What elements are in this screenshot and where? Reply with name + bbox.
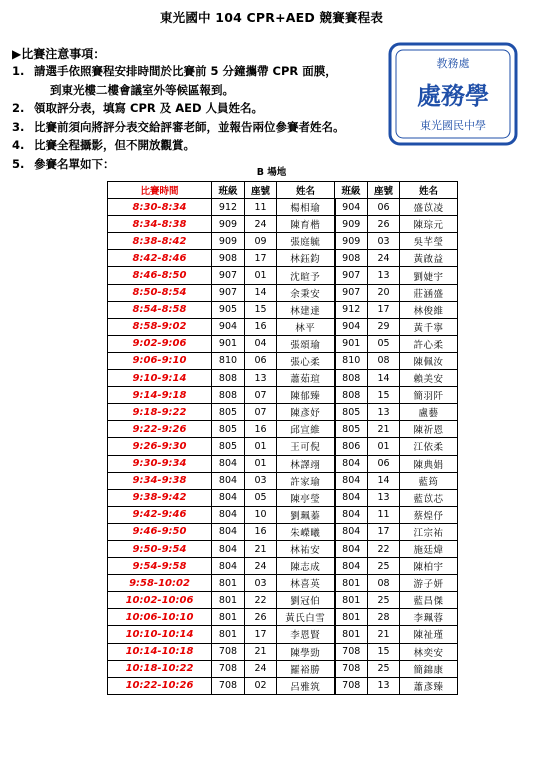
note-item-1: [12, 63, 337, 79]
class-cell: 904: [212, 318, 245, 335]
table-row: [108, 421, 458, 438]
name-cell: 沈暄予: [277, 267, 335, 284]
time-cell: 9:10-9:14: [108, 370, 212, 387]
time-cell: 10:22-10:26: [108, 677, 212, 694]
seat-cell: 13: [368, 677, 400, 694]
seat-cell: 05: [368, 335, 400, 352]
table-row: [108, 523, 458, 540]
name-cell: 黃氏白雪: [277, 609, 335, 626]
table-row: [108, 370, 458, 387]
class-cell: 808: [212, 387, 245, 404]
seat-cell: 08: [368, 575, 400, 592]
seat-cell: 06: [245, 352, 277, 369]
seat-cell: 20: [368, 284, 400, 301]
seat-cell: 02: [245, 677, 277, 694]
note-item-2: [12, 100, 263, 116]
name-cell: 陳亭瑩: [277, 489, 335, 506]
table-row: [108, 506, 458, 523]
seat-cell: 21: [368, 421, 400, 438]
class-cell: 901: [335, 335, 368, 352]
time-cell: 9:22-9:26: [108, 421, 212, 438]
name-cell: 陳佩汝: [400, 352, 458, 369]
table-row: [108, 438, 458, 455]
time-cell: 9:18-9:22: [108, 404, 212, 421]
table-row: [108, 558, 458, 575]
notes-heading: ▶比賽注意事項：: [12, 47, 106, 61]
name-cell: 張頌瑜: [277, 335, 335, 352]
name-cell: 蕭彥臻: [400, 677, 458, 694]
time-cell: 8:30-8:34: [108, 199, 212, 216]
name-cell: 游子妍: [400, 575, 458, 592]
page-title: 東光國中 104 CPR+AED 競賽賽程表: [159, 10, 384, 25]
seat-cell: 21: [368, 626, 400, 643]
header-name: 姓名: [277, 182, 335, 199]
seat-cell: 10: [245, 506, 277, 523]
class-cell: 804: [335, 523, 368, 540]
table-row: [108, 404, 458, 421]
seat-cell: 17: [368, 523, 400, 540]
time-cell: 9:38-9:42: [108, 489, 212, 506]
name-cell: 陳祈恩: [400, 421, 458, 438]
time-cell: 10:06-10:10: [108, 609, 212, 626]
time-cell: 9:58-10:02: [108, 575, 212, 592]
seat-cell: 13: [245, 370, 277, 387]
time-cell: 9:42-9:46: [108, 506, 212, 523]
table-row: [108, 335, 458, 352]
seat-cell: 22: [368, 540, 400, 557]
class-cell: 801: [212, 592, 245, 609]
note-item-4: [12, 137, 195, 153]
seat-cell: 03: [368, 233, 400, 250]
class-cell: 907: [335, 284, 368, 301]
class-cell: 804: [212, 455, 245, 472]
seat-cell: 29: [368, 318, 400, 335]
name-cell: 簡錦康: [400, 660, 458, 677]
name-cell: 陳志成: [277, 558, 335, 575]
name-cell: 許心柔: [400, 335, 458, 352]
seat-cell: 03: [245, 472, 277, 489]
table-row: [108, 267, 458, 284]
class-cell: 801: [335, 592, 368, 609]
class-cell: 808: [335, 370, 368, 387]
seat-cell: 03: [245, 575, 277, 592]
class-cell: 804: [212, 472, 245, 489]
schedule-table: [107, 181, 458, 695]
table-row: [108, 575, 458, 592]
table-body: [108, 199, 458, 695]
seat-cell: 15: [368, 387, 400, 404]
class-cell: 806: [335, 438, 368, 455]
class-cell: 907: [212, 284, 245, 301]
class-cell: 909: [335, 216, 368, 233]
name-cell: 劉冠伯: [277, 592, 335, 609]
time-cell: 9:50-9:54: [108, 540, 212, 557]
seat-cell: 06: [368, 455, 400, 472]
table-row: [108, 216, 458, 233]
table-row: [108, 199, 458, 216]
name-cell: 藍昌傑: [400, 592, 458, 609]
class-cell: 907: [212, 267, 245, 284]
seat-cell: 01: [245, 438, 277, 455]
class-cell: 801: [212, 626, 245, 643]
table-row: [108, 472, 458, 489]
seat-cell: 25: [368, 592, 400, 609]
class-cell: 801: [212, 609, 245, 626]
class-cell: 804: [335, 506, 368, 523]
note-item-1-continuation: 到東光樓二樓會議室外等候區報到。: [50, 83, 234, 97]
seal-top-text: 教務處: [436, 57, 470, 70]
class-cell: 805: [212, 421, 245, 438]
name-cell: 吳芊瑩: [400, 233, 458, 250]
time-cell: 10:18-10:22: [108, 660, 212, 677]
time-cell: 8:58-9:02: [108, 318, 212, 335]
table-row: [108, 677, 458, 694]
seat-cell: 11: [245, 199, 277, 216]
name-cell: 余秉安: [277, 284, 335, 301]
class-cell: 909: [212, 233, 245, 250]
note-item-3: [12, 119, 345, 135]
name-cell: 陳郁臻: [277, 387, 335, 404]
class-cell: 804: [212, 506, 245, 523]
class-cell: 804: [335, 455, 368, 472]
school-seal-stamp: [384, 40, 522, 148]
table-row: [108, 387, 458, 404]
note-text: 參賽名單如下：: [34, 157, 115, 171]
seat-cell: 24: [245, 660, 277, 677]
name-cell: 羅裕勝: [277, 660, 335, 677]
header-time: 比賽時間: [108, 182, 212, 199]
name-cell: 呂雅筑: [277, 677, 335, 694]
header-class: 班級: [212, 182, 245, 199]
note-number: 1.: [12, 64, 25, 78]
seat-cell: 01: [245, 455, 277, 472]
seat-cell: 15: [245, 301, 277, 318]
name-cell: 林平: [277, 318, 335, 335]
name-cell: 陳琮元: [400, 216, 458, 233]
class-cell: 801: [212, 575, 245, 592]
class-cell: 909: [335, 233, 368, 250]
seat-cell: 17: [368, 301, 400, 318]
class-cell: 708: [335, 677, 368, 694]
name-cell: 劉婕宇: [400, 267, 458, 284]
header-seat: 座號: [368, 182, 400, 199]
name-cell: 朱嶸曦: [277, 523, 335, 540]
time-cell: 9:02-9:06: [108, 335, 212, 352]
table-row: [108, 643, 458, 660]
class-cell: 912: [212, 199, 245, 216]
seat-cell: 01: [245, 267, 277, 284]
seat-cell: 07: [245, 387, 277, 404]
class-cell: 708: [212, 643, 245, 660]
table-row: [108, 455, 458, 472]
class-cell: 801: [335, 575, 368, 592]
seat-cell: 07: [245, 404, 277, 421]
note-number: 4.: [12, 138, 25, 152]
table-header-row: [108, 182, 458, 199]
header-class: 班級: [335, 182, 368, 199]
note-text: 請選手依照賽程安排時間於比賽前 5 分鐘攜帶 CPR 面膜，: [34, 64, 337, 78]
name-cell: 藍苡芯: [400, 489, 458, 506]
name-cell: 黃啟益: [400, 250, 458, 267]
note-text: 比賽前須向將評分表交給評審老師，並報告兩位參賽者姓名。: [34, 120, 345, 134]
class-cell: 905: [212, 301, 245, 318]
class-cell: 708: [212, 660, 245, 677]
name-cell: 陳祉瑾: [400, 626, 458, 643]
seat-cell: 08: [368, 352, 400, 369]
class-cell: 708: [335, 660, 368, 677]
seat-cell: 26: [368, 216, 400, 233]
note-number: 3.: [12, 120, 25, 134]
class-cell: 804: [335, 558, 368, 575]
class-cell: 805: [335, 404, 368, 421]
class-cell: 708: [335, 643, 368, 660]
name-cell: 李恩賢: [277, 626, 335, 643]
name-cell: 林奕安: [400, 643, 458, 660]
name-cell: 林鈺鈞: [277, 250, 335, 267]
time-cell: 9:26-9:30: [108, 438, 212, 455]
seat-cell: 04: [245, 335, 277, 352]
name-cell: 盧藝: [400, 404, 458, 421]
seat-cell: 24: [245, 216, 277, 233]
seat-cell: 13: [368, 267, 400, 284]
class-cell: 708: [212, 677, 245, 694]
class-cell: 909: [212, 216, 245, 233]
name-cell: 陳彥妤: [277, 404, 335, 421]
seal-bottom-text: 東光國民中學: [420, 119, 486, 132]
table-row: [108, 284, 458, 301]
seat-cell: 21: [245, 643, 277, 660]
name-cell: 邱宣維: [277, 421, 335, 438]
name-cell: 黃千寧: [400, 318, 458, 335]
name-cell: 林建達: [277, 301, 335, 318]
seal-center-text: 處務學: [417, 81, 489, 110]
name-cell: 劉珮蓁: [277, 506, 335, 523]
time-cell: 10:10-10:14: [108, 626, 212, 643]
seat-cell: 06: [368, 199, 400, 216]
class-cell: 904: [335, 318, 368, 335]
time-cell: 8:34-8:38: [108, 216, 212, 233]
seat-cell: 13: [368, 404, 400, 421]
seat-cell: 17: [245, 626, 277, 643]
time-cell: 10:02-10:06: [108, 592, 212, 609]
seat-cell: 14: [245, 284, 277, 301]
seat-cell: 25: [368, 558, 400, 575]
seat-cell: 11: [368, 506, 400, 523]
name-cell: 陳學勁: [277, 643, 335, 660]
seat-cell: 28: [368, 609, 400, 626]
name-cell: 李珮蓉: [400, 609, 458, 626]
name-cell: 林祐安: [277, 540, 335, 557]
seat-cell: 14: [368, 370, 400, 387]
seat-cell: 22: [245, 592, 277, 609]
time-cell: 8:38-8:42: [108, 233, 212, 250]
class-cell: 805: [212, 438, 245, 455]
time-cell: 9:14-9:18: [108, 387, 212, 404]
time-cell: 9:54-9:58: [108, 558, 212, 575]
class-cell: 908: [335, 250, 368, 267]
table-row: [108, 609, 458, 626]
table-row: [108, 233, 458, 250]
class-cell: 804: [212, 558, 245, 575]
seat-cell: 05: [245, 489, 277, 506]
class-cell: 804: [212, 540, 245, 557]
name-cell: 陳育楷: [277, 216, 335, 233]
class-cell: 901: [212, 335, 245, 352]
class-cell: 801: [335, 626, 368, 643]
name-cell: 賴美安: [400, 370, 458, 387]
name-cell: 盛苡凌: [400, 199, 458, 216]
class-cell: 912: [335, 301, 368, 318]
note-text: 領取評分表，填寫 CPR 及 AED 人員姓名。: [34, 101, 264, 115]
time-cell: 9:06-9:10: [108, 352, 212, 369]
class-cell: 804: [212, 523, 245, 540]
table-row: [108, 660, 458, 677]
seat-cell: 24: [368, 250, 400, 267]
class-cell: 810: [212, 352, 245, 369]
name-cell: 許家瑜: [277, 472, 335, 489]
time-cell: 8:54-8:58: [108, 301, 212, 318]
name-cell: 蕭茹瑄: [277, 370, 335, 387]
name-cell: 莊涵盛: [400, 284, 458, 301]
name-cell: 藍筠: [400, 472, 458, 489]
name-cell: 林喜英: [277, 575, 335, 592]
class-cell: 808: [212, 370, 245, 387]
header-seat: 座號: [245, 182, 277, 199]
class-cell: 907: [335, 267, 368, 284]
seat-cell: 25: [368, 660, 400, 677]
table-row: [108, 318, 458, 335]
time-cell: 8:42-8:46: [108, 250, 212, 267]
class-cell: 804: [212, 489, 245, 506]
venue-label: B 場地: [256, 167, 287, 178]
time-cell: 8:50-8:54: [108, 284, 212, 301]
name-cell: 蔡煌伃: [400, 506, 458, 523]
seat-cell: 26: [245, 609, 277, 626]
class-cell: 810: [335, 352, 368, 369]
time-cell: 9:46-9:50: [108, 523, 212, 540]
name-cell: 楊相瑜: [277, 199, 335, 216]
class-cell: 805: [335, 421, 368, 438]
name-cell: 施廷煒: [400, 540, 458, 557]
name-cell: 林俊維: [400, 301, 458, 318]
name-cell: 王可倪: [277, 438, 335, 455]
seat-cell: 16: [245, 318, 277, 335]
seat-cell: 01: [368, 438, 400, 455]
seat-cell: 21: [245, 540, 277, 557]
seat-cell: 09: [245, 233, 277, 250]
name-cell: 陳柏宇: [400, 558, 458, 575]
time-cell: 9:30-9:34: [108, 455, 212, 472]
seat-cell: 24: [245, 558, 277, 575]
table-row: [108, 301, 458, 318]
name-cell: 張庭毓: [277, 233, 335, 250]
time-cell: 8:46-8:50: [108, 267, 212, 284]
name-cell: 張心柔: [277, 352, 335, 369]
time-cell: 9:34-9:38: [108, 472, 212, 489]
seat-cell: 15: [368, 643, 400, 660]
note-text: 比賽全程攝影，但不開放觀賞。: [34, 138, 195, 152]
seat-cell: 14: [368, 472, 400, 489]
class-cell: 904: [335, 199, 368, 216]
seat-cell: 17: [245, 250, 277, 267]
table-row: [108, 626, 458, 643]
class-cell: 804: [335, 489, 368, 506]
note-number: 5.: [12, 157, 25, 171]
time-cell: 10:14-10:18: [108, 643, 212, 660]
name-cell: 陳典娟: [400, 455, 458, 472]
class-cell: 908: [212, 250, 245, 267]
seat-cell: 13: [368, 489, 400, 506]
table-row: [108, 540, 458, 557]
header-name: 姓名: [400, 182, 458, 199]
seat-cell: 16: [245, 523, 277, 540]
class-cell: 805: [212, 404, 245, 421]
seat-cell: 16: [245, 421, 277, 438]
name-cell: 江依柔: [400, 438, 458, 455]
class-cell: 804: [335, 540, 368, 557]
table-row: [108, 352, 458, 369]
note-number: 2.: [12, 101, 25, 115]
table-row: [108, 489, 458, 506]
class-cell: 804: [335, 472, 368, 489]
name-cell: 江宗祐: [400, 523, 458, 540]
table-row: [108, 250, 458, 267]
name-cell: 簡羽阡: [400, 387, 458, 404]
class-cell: 801: [335, 609, 368, 626]
name-cell: 林譯翊: [277, 455, 335, 472]
class-cell: 808: [335, 387, 368, 404]
table-row: [108, 592, 458, 609]
